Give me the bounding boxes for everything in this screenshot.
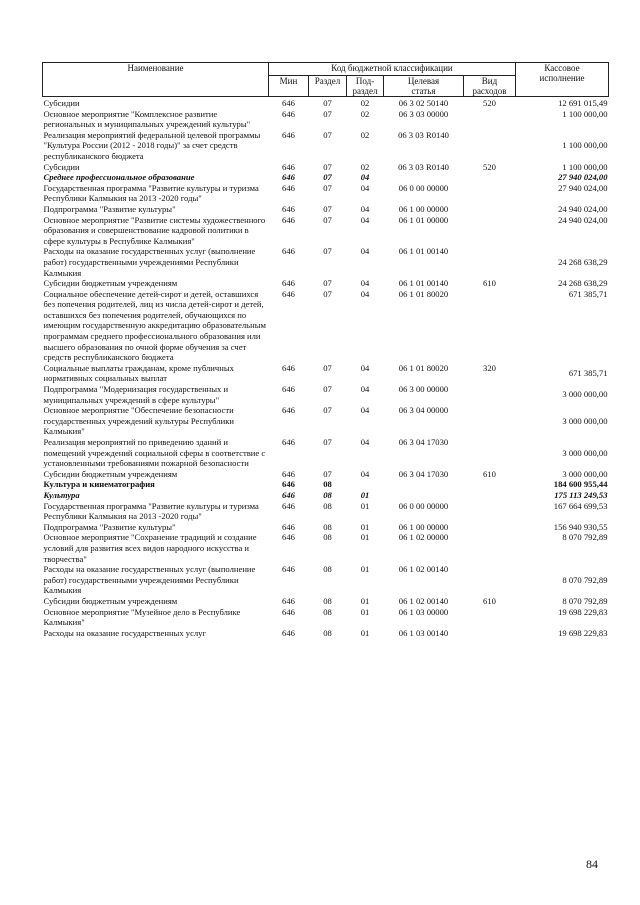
row-razdel: 07 [323, 384, 332, 395]
row-name: Подпрограмма "Модернизация государственных и муниципальных учреждений в сфере культуры" [43, 384, 229, 405]
row-name: Основное мероприятие "Сохранение традиций и создание условий для развития всех видов народного искусства и творчества" [43, 532, 257, 564]
table-row [43, 130, 609, 162]
row-podrazdel: 02 [360, 129, 370, 140]
row-target: 06 3 02 50140 [398, 98, 449, 108]
row-podrazdel: 04 [360, 172, 370, 183]
header-target: Целевая статья [384, 76, 464, 97]
table-row [43, 162, 609, 173]
row-vid [464, 607, 516, 628]
row-amount: 8 070 792,89 [562, 532, 608, 543]
row-razdel: 07 [323, 362, 332, 373]
row-razdel: 08 [323, 564, 332, 575]
row-vid [464, 172, 516, 183]
row-min: 646 [282, 108, 295, 119]
row-podrazdel: 04 [360, 288, 370, 299]
row-target: 06 3 00 00000 [398, 384, 449, 395]
row-amount: 175 113 249,53 [554, 489, 608, 500]
row-razdel: 07 [323, 98, 332, 108]
row-name: Основное мероприятие "Обеспечение безопасности государственных учреждений культуры Республики Калмыкия" [43, 405, 234, 437]
table-row [43, 501, 609, 522]
row-amount: 3 000 000,00 [562, 468, 608, 479]
row-podrazdel: 04 [360, 246, 370, 257]
row-min: 646 [282, 627, 295, 638]
row-name: Социальное обеспечение детей-сирот и детей, оставшихся без попечения родителей, лиц из числа детей-сирот и детей, оставшихся без попечения родителей, обучающихся по имеющим государственную аккредитацию образовательным программам среднего профессионального образования или высшего образования по очной форме обучения за счет средств республиканского бюджета [43, 288, 266, 363]
table-row [43, 97, 609, 109]
row-name: Подпрограмма "Развитие культуры" [43, 203, 176, 214]
row-min: 646 [282, 405, 295, 416]
row-amount: 156 940 930,55 [553, 521, 608, 532]
row-amount: 671 385,71 [568, 368, 608, 379]
row-min: 646 [282, 437, 295, 447]
row-podrazdel: 04 [360, 384, 370, 395]
row-amount: 1 100 000,00 [562, 108, 608, 119]
row-razdel: 08 [323, 489, 332, 500]
table-row [43, 215, 609, 247]
row-min: 646 [282, 214, 295, 225]
row-target: 06 3 04 00000 [398, 405, 449, 416]
row-min: 646 [282, 606, 295, 617]
header-kassa: Кассовое исполнение [516, 63, 609, 97]
row-vid: 610 [483, 595, 496, 606]
row-amount: 167 664 699,53 [553, 500, 608, 511]
row-vid: 610 [483, 278, 496, 289]
row-razdel: 07 [323, 288, 332, 299]
row-vid [464, 405, 516, 437]
row-vid [464, 289, 516, 363]
row-min: 646 [282, 384, 295, 395]
row-min: 646 [282, 595, 295, 606]
table-row [43, 596, 609, 607]
row-min: 646 [282, 564, 295, 575]
row-razdel: 07 [323, 182, 332, 193]
row-min: 646 [282, 161, 295, 172]
row-razdel: 07 [323, 437, 332, 447]
row-name: Расходы на оказание государственных услуг (выполнение работ) государственными учреждениями Республики Калмыкия [43, 564, 256, 596]
row-amount: 24 940 024,00 [558, 203, 608, 214]
row-amount: 27 940 024,00 [558, 182, 608, 193]
row-vid: 610 [483, 468, 496, 479]
header-vid: Вид расходов [464, 76, 516, 97]
row-razdel: 07 [323, 161, 332, 172]
table-row [43, 289, 609, 363]
header-razdel: Раздел [309, 76, 347, 97]
row-min: 646 [282, 98, 295, 108]
row-target: 06 3 03 R0140 [398, 161, 449, 172]
row-vid: 520 [483, 161, 496, 172]
row-vid [464, 501, 516, 522]
row-min: 646 [282, 182, 295, 193]
row-target: 06 1 03 00000 [398, 606, 449, 617]
row-target: 06 1 02 00140 [398, 564, 449, 575]
row-podrazdel: 01 [360, 595, 370, 606]
table-row [43, 109, 609, 130]
page-number: 84 [586, 857, 598, 871]
row-amount: 19 698 229,83 [558, 606, 608, 617]
row-vid [464, 215, 516, 247]
table-row [43, 628, 609, 639]
row-razdel: 08 [323, 627, 332, 638]
row-razdel: 07 [323, 468, 332, 479]
row-name: Культура и кинематография [43, 479, 155, 490]
row-target: 06 1 01 80020 [398, 288, 449, 299]
row-target [384, 479, 464, 490]
row-target: 06 1 01 00140 [398, 246, 449, 257]
row-razdel: 07 [323, 405, 332, 416]
row-podrazdel: 04 [360, 182, 370, 193]
row-podrazdel [347, 479, 384, 490]
row-podrazdel: 02 [360, 108, 370, 119]
row-podrazdel: 01 [360, 500, 370, 511]
row-name: Расходы на оказание государственных услуг (выполнение работ) государственными учреждениями Республики Калмыкия [43, 246, 256, 278]
row-podrazdel: 04 [360, 214, 370, 225]
row-podrazdel: 01 [360, 606, 370, 617]
header-code-group: Код бюджетной классификации [269, 63, 516, 76]
row-podrazdel: 01 [360, 521, 370, 532]
row-podrazdel: 04 [360, 362, 370, 373]
row-name: Основное мероприятие "Развитие системы художественного образования и совершенствование кадровой политики в сфере культуры в Республике Калмыкия" [43, 214, 266, 246]
row-vid [464, 204, 516, 215]
header-podrazdel: Под- раздел [347, 76, 384, 97]
row-min: 646 [282, 172, 295, 183]
row-target: 06 3 03 00000 [398, 108, 449, 119]
row-amount: 19 698 229,83 [558, 627, 608, 638]
header-min: Мин [269, 76, 309, 97]
table-row [43, 437, 609, 469]
row-min: 646 [282, 479, 295, 490]
table-row [43, 564, 609, 596]
row-podrazdel: 01 [360, 489, 370, 500]
row-amount: 3 000 000,00 [562, 415, 608, 426]
row-min: 646 [282, 362, 295, 373]
row-target [384, 172, 464, 183]
row-amount: 8 070 792,89 [562, 574, 608, 585]
row-min: 646 [282, 489, 295, 500]
table-row [43, 479, 609, 490]
table-row [43, 469, 609, 480]
row-amount: 27 940 024,00 [558, 172, 608, 183]
row-amount: 671 385,71 [568, 288, 608, 299]
row-target: 06 3 04 17030 [398, 468, 449, 479]
row-target: 06 1 02 00000 [398, 532, 449, 543]
table-row [43, 405, 609, 437]
row-vid [464, 490, 516, 501]
row-min: 646 [282, 246, 295, 257]
row-razdel: 08 [323, 500, 332, 511]
budget-table [42, 62, 609, 638]
row-target: 06 3 03 R0140 [398, 129, 449, 140]
row-podrazdel: 02 [360, 161, 370, 172]
row-min: 646 [282, 500, 295, 511]
table-row [43, 532, 609, 564]
table-body [43, 97, 609, 639]
row-podrazdel: 01 [360, 627, 370, 638]
row-target: 06 1 01 00140 [398, 278, 449, 289]
row-razdel: 08 [323, 606, 332, 617]
row-name: Реализация мероприятий по приведению зданий и помещений учреждений социальной сферы в соответствие с установленными требованиями пожарной безопасности [43, 437, 266, 469]
row-target: 06 1 00 00000 [398, 521, 449, 532]
row-amount: 24 268 638,29 [558, 278, 608, 289]
row-name: Субсидии бюджетным учреждениям [43, 595, 178, 606]
row-name: Государственная программа "Развитие культуры и туризма Республики Калмыкия на 2013 -2020 годы" [43, 500, 259, 522]
row-razdel: 08 [323, 532, 332, 543]
row-name: Среднее профессиональное образование [43, 172, 195, 183]
row-name: Основное мероприятие "Комплексное развитие региональных и муниципальных учреждений культуры" [43, 108, 251, 130]
row-podrazdel: 04 [360, 405, 370, 416]
row-target: 06 1 01 00000 [398, 214, 449, 225]
row-name: Субсидии [43, 98, 80, 108]
row-min: 646 [282, 278, 295, 289]
row-razdel: 07 [323, 172, 332, 183]
row-razdel: 07 [323, 108, 332, 119]
row-target: 06 1 01 80020 [398, 362, 449, 373]
row-vid [464, 384, 516, 405]
row-amount: 1 100 000,00 [562, 140, 608, 151]
row-amount: 1 100 000,00 [562, 161, 608, 172]
row-amount: 184 600 955,44 [553, 479, 608, 490]
row-podrazdel: 04 [360, 203, 370, 214]
row-podrazdel: 01 [360, 532, 370, 543]
table-row [43, 183, 609, 204]
row-name: Государственная программа "Развитие культуры и туризма Республики Калмыкия на 2013 -2020 годы" [43, 182, 259, 204]
row-razdel: 07 [323, 278, 332, 289]
row-vid: 520 [483, 98, 496, 108]
row-name: Субсидии бюджетным учреждениям [43, 278, 178, 289]
row-vid [464, 628, 516, 639]
table-row [43, 204, 609, 215]
row-target: 06 3 04 17030 [398, 437, 449, 447]
row-min: 646 [282, 129, 295, 140]
row-name: Подпрограмма "Развитие культуры" [43, 521, 176, 532]
row-amount: 8 070 792,89 [562, 595, 608, 606]
header-name: Наименование [43, 63, 269, 97]
row-razdel: 08 [323, 479, 332, 490]
row-min: 646 [282, 521, 295, 532]
row-razdel: 07 [323, 203, 332, 214]
row-target [384, 490, 464, 501]
row-name: Субсидии [43, 161, 80, 172]
row-razdel: 07 [323, 129, 332, 140]
row-vid: 320 [483, 362, 496, 373]
table-row [43, 522, 609, 533]
row-name: Расходы на оказание государственных услуг [43, 627, 206, 638]
row-vid [464, 183, 516, 204]
row-min: 646 [282, 203, 295, 214]
row-razdel: 07 [323, 246, 332, 257]
table-row [43, 172, 609, 183]
row-name: Субсидии бюджетным учреждениям [43, 468, 178, 479]
row-amount: 24 268 638,29 [558, 256, 608, 267]
row-amount: 3 000 000,00 [562, 389, 608, 400]
row-podrazdel: 01 [360, 564, 370, 575]
table-row [43, 607, 609, 628]
table-row [43, 246, 609, 278]
row-razdel: 08 [323, 521, 332, 532]
row-vid [464, 246, 516, 278]
row-name: Социальные выплаты гражданам, кроме публичных нормативных социальных выплат [43, 362, 234, 384]
row-target: 06 1 03 00140 [398, 627, 449, 638]
row-podrazdel: 04 [360, 468, 370, 479]
row-min: 646 [282, 288, 295, 299]
table-row [43, 490, 609, 501]
row-razdel: 08 [323, 595, 332, 606]
row-podrazdel: 04 [360, 437, 370, 447]
row-name: Основное мероприятие "Музейное дело в Республике Калмыкия" [43, 606, 241, 628]
row-vid [464, 479, 516, 490]
row-min: 646 [282, 468, 295, 479]
row-target: 06 0 00 00000 [398, 500, 449, 511]
row-target: 06 0 00 00000 [398, 182, 449, 193]
row-vid [464, 522, 516, 533]
row-name: Культура [43, 489, 80, 500]
row-name: Реализация мероприятий федеральной целевой программы "Культура России (2012 - 2018 годы)" за счет средств республиканского бюджета [43, 129, 261, 161]
row-vid [464, 564, 516, 596]
row-target: 06 1 00 00000 [398, 203, 449, 214]
row-podrazdel: 04 [360, 278, 370, 289]
table-row [43, 363, 609, 384]
row-amount: 12 691 015,49 [558, 98, 608, 108]
table-row [43, 384, 609, 405]
row-min: 646 [282, 532, 295, 543]
row-razdel: 07 [323, 214, 332, 225]
row-podrazdel: 02 [360, 98, 370, 108]
row-vid [464, 109, 516, 130]
row-vid [464, 532, 516, 564]
row-vid [464, 130, 516, 162]
row-target: 06 1 02 00140 [398, 595, 449, 606]
table-row [43, 278, 609, 289]
table-header [43, 63, 609, 97]
row-amount: 3 000 000,00 [562, 447, 608, 458]
row-amount: 24 940 024,00 [558, 214, 608, 225]
row-vid [464, 437, 516, 469]
